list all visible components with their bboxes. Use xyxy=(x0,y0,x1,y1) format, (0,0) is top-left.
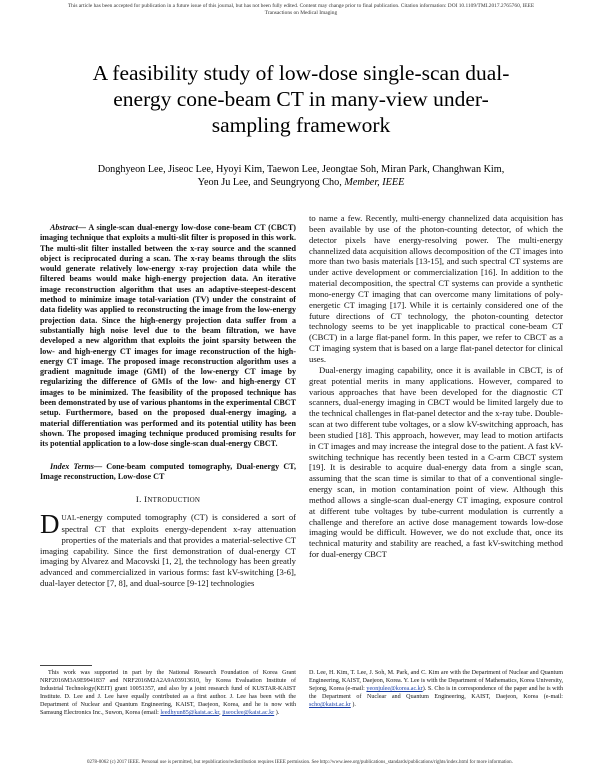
author-membership: Member, IEEE xyxy=(344,177,405,188)
intro-small-caps: UAL xyxy=(61,513,77,522)
section-name-rest: NTRODUCTION xyxy=(147,496,201,505)
footnote-end: ). xyxy=(274,710,280,717)
right-column xyxy=(309,213,563,560)
authors-line-2 xyxy=(40,176,562,189)
abstract-label: Abstract xyxy=(50,223,78,232)
intro-paragraph-continued: to name a few. Recently, multi-energy channelized data acquisition has been available by use of the photon-counting detector, of which the detector pixels have energy-resolving power. The multi-energy channelized data acquisition allows decomposition of the CT images into more than two basis materials [13-15], and such spectral CT systems are under active development or commercialization [16]. In addition to the material decomposition, the spectral CT systems can provide a synthetic mono-energy CT imaging that can overcome many limitations of poly-energetic CT imaging [17]. While it is certainly considered one of the future directions of CT technology, the photon-counting detector technology seems to be yet inapplicable to practical cone-beam CT (CBCT) in a large flat-panel form. In this paper, we refer to CBCT as a CT imaging system that is based on a large flat-panel detector for clinical uses. xyxy=(309,213,563,364)
footnote-divider xyxy=(40,665,92,666)
header-journal-line: Transactions on Medical Imaging xyxy=(264,9,338,16)
abstract-text: A single-scan dual-energy low-dose cone-beam CT (CBCT) imaging technique that exploits a multi-slit filter is proposed in this work. The multi-slit filter installed between the x-ray source and the scanned object is reciprocated during a scan. The x-ray beams through the slits would generate relatively low-energy x-ray projection data while the filtered beams would make high-energy projection data. An iterative image reconstruction algorithm that uses an adaptive-steepest-descent method to minimize image total-variation (TV) under the constraint of data fidelity was applied to reconstructing the image from the low-energy projection data. Since the high-energy projection data suffer from a substantially high noise level due to the beam filtration, we have developed a new algorithm that exploits the joint sparsity between the low- and high-energy CT images for image reconstruction of the high-energy CT image. The proposed image reconstruction algorithm uses a gradient magnitude image (GMI) of the low-energy CT image by regularizing the difference of GMIs of the low- and high-energy CT images to be minimized. The feasibility of the proposed technique has been demonstrated by use of various phantoms in the experimental CBCT setup. Furthermore, based on the proposed dual-energy imaging, a material differentiation was performed and its potential utility has been shown. The proposed imaging technique produced promising results for its potential application to a low-dose single-scan dual-energy CBCT. xyxy=(40,223,296,449)
paper-title xyxy=(40,60,562,138)
abstract xyxy=(40,223,296,450)
title-line-1: A feasibility study of low-dose single-scan dual- xyxy=(92,61,510,85)
index-terms-label: Index Terms xyxy=(50,461,94,471)
email-link-2[interactable]: jiseoclee@kaist.ac.kr xyxy=(222,710,275,717)
footnote-affiliations-end: ). xyxy=(350,702,356,709)
abstract-dash: — xyxy=(77,223,89,232)
title-line-2: energy cone-beam CT in many-view under- xyxy=(113,87,489,111)
intro-text: -energy computed tomography (CT) is considered a sort of spectral CT that exploits energy-dependent x-ray attenuation properties of the materials and that provides a material-selective CT imaging capability. Since the first demonstration of dual-energy CT imaging by Alvarez and Macovski [1, 2], the technology has been greatly advanced and commercialized in various forms: fast kV-switching [3-6], dual-layer detector [7, 8], and dual-source [9-12] technologies xyxy=(40,511,296,589)
authors-line-1: Donghyeon Lee, Jiseoc Lee, Hyoyi Kim, Taewon Lee, Jeongtae Soh, Miran Park, Changhwan Kim, xyxy=(97,164,505,175)
title-line-3: sampling framework xyxy=(211,113,391,137)
intro-paragraph-2: Dual-energy imaging capability, once it is available in CBCT, is of great potential merits in many applications. However, compared to various approaches that have been developed for the diagnostic CT scanners, dual-energy imaging in CBCT would be limited largely due to the technical challenges in flat-panel detector and the x-ray tube. Double-scan at two different tube voltages, or a slow kV-switching approach, has been studied [18]. This approach, however, may lead to motion artifacts in CT images and may increase the integral dose to the patient. A fast kV-switching technique has recently been tested in a C-arm CBCT system [19]. It is desirable to acquire dual-energy data from a single scan, assuming that the scan time is similar to that of a conventional single-energy scan, in motion contamination point of view. Although this method allows a single-scan dual-energy CT imaging, exposure control at different tube voltages by tube-current modulation is currently a challenge and therefore an active dose management towards low-dose imaging would be difficult. However, we do not exclude that, once its technical maturity and stability are reached, a fast kV-switching method for dual-energy CBCT xyxy=(309,364,563,560)
index-terms-text: Cone-beam computed tomography, Dual-energy CT, Image reconstruction, Low-dose CT xyxy=(40,461,296,481)
copyright-footer: 0278-0062 (c) 2017 IEEE. Personal use is permitted, but republication/redistribution requires IEEE permission. See http://www.ieee.org/publications_standards/publications/rights/index.html for more information. xyxy=(87,760,513,765)
footnote-affiliations xyxy=(309,669,563,709)
footnote-affiliations-text-2: ). S. Cho is in correspondence of the paper and he is with the Department of Nuclear and Quantum Engineering, KAIST, Daejeon, Korea (e-mail: xyxy=(309,686,563,701)
index-terms-dash: — xyxy=(93,461,107,471)
journal-header xyxy=(40,3,562,16)
index-terms xyxy=(40,462,296,483)
email-link-3[interactable]: yeonjulee@korea.ac.kr xyxy=(366,686,423,693)
footnote-affiliations-text-1: D. Lee, H. Kim, T. Lee, J. Soh, M. Park, and C. Kim are with the Department of Nuclear and Quantum Engineering, KAIST, Daejeon, Korea. Y. Lee is with the Department of Mathematics, Korea University, Sejong, Korea (e-mail: xyxy=(309,670,563,693)
footnote-funding xyxy=(40,669,296,718)
email-link-4[interactable]: scho@kaist.ac.kr xyxy=(309,702,351,709)
section-number: I. xyxy=(135,494,145,505)
left-column xyxy=(40,223,296,589)
email-link-1[interactable]: leedhyun85@kaist.ac.kr xyxy=(160,710,220,717)
authors-line-2-names: Yeon Ju Lee, and Seungryong Cho, xyxy=(197,177,342,188)
drop-cap: D xyxy=(40,508,60,539)
author-list xyxy=(40,163,562,189)
footnote-funding-text: This work was supported in part by the National Research Foundation of Korea Grant NRF2016M3A9E9941837 and NRF2016M2A2A9A03913610, by Korea Evaluation Institute of Industrial Technology(KEIT) grant 10051357, and also by a joint research fund of KUSTAR-KAIST Institute. D. Lee and J. Lee have equally contributed as a first author. J. Lee has been with the Department of Nuclear and Quantum Engineering, KAIST, Daejeon, Korea, and he is now with Samsung Electronics Inc., Suwon, Korea (email: xyxy=(40,670,296,717)
footnote-sep: , xyxy=(219,710,223,717)
header-citation-line: This article has been accepted for publication in a future issue of this journal, but has not been fully edited. Content may change prior to final publication. Citation information: DOI 10.1109/TMI.2017.2765760, IEEE xyxy=(67,3,535,9)
intro-paragraph-1 xyxy=(40,508,296,589)
section-heading-introduction xyxy=(40,494,296,506)
section-name-first: I xyxy=(144,494,148,505)
